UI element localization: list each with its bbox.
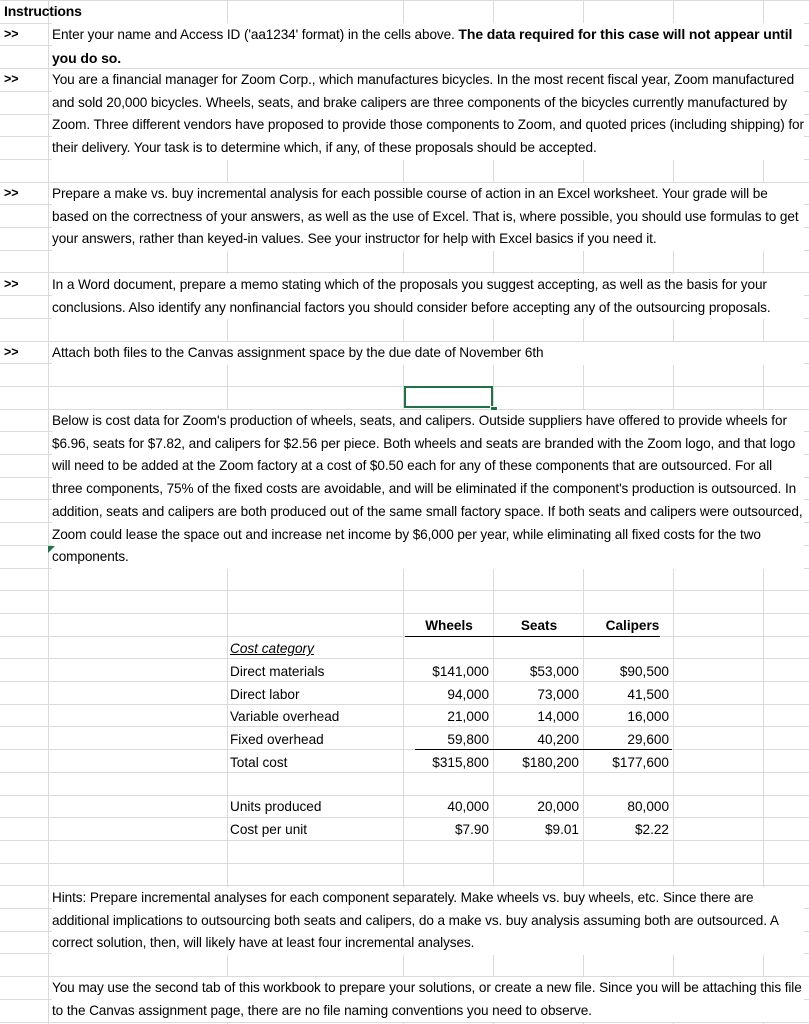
table-cell[interactable]: $315,800 bbox=[432, 754, 489, 770]
table-cell[interactable]: 73,000 bbox=[537, 686, 579, 702]
cell-comment-indicator bbox=[48, 546, 55, 553]
bullet-marker: >> bbox=[4, 345, 19, 359]
col-header-seats[interactable]: Seats bbox=[520, 618, 558, 633]
units-calipers[interactable]: 80,000 bbox=[627, 799, 669, 814]
bullet-text-1[interactable] bbox=[52, 23, 804, 68]
units-seats[interactable]: 20,000 bbox=[537, 799, 579, 814]
table-cell[interactable]: $180,200 bbox=[522, 754, 579, 770]
bullet-text-4[interactable]: In a Word document, prepare a memo stating which of the proposals you suggest accepting, as well as the basis for your conclusions. Also identify any nonfinancial factors you should consider before accepting any of the outsourcing proposals. bbox=[52, 274, 804, 319]
gridline bbox=[0, 658, 809, 659]
gridline bbox=[0, 0, 809, 1]
cpu-wheels[interactable]: $7.90 bbox=[454, 822, 489, 837]
col-header-calipers[interactable]: Calipers bbox=[605, 618, 660, 633]
table-cell[interactable]: $177,600 bbox=[612, 754, 669, 770]
table-cell[interactable]: $90,500 bbox=[619, 664, 669, 679]
units-wheels[interactable]: 40,000 bbox=[447, 799, 489, 814]
row-label[interactable]: Direct materials bbox=[230, 664, 325, 679]
cost-category-header[interactable]: Cost category bbox=[230, 641, 314, 656]
gridline bbox=[0, 590, 809, 591]
hints-text[interactable]: Hints: Prepare incremental analyses for each component separately. Make wheels vs. buy wheels, etc. Since there are additional implications to outsourcing both seats and calipers, do a make vs. buy analysis assuming both are outsourced. A correct solution, then, will likely have at least four incremental analyses. bbox=[52, 887, 804, 955]
table-cell[interactable]: 16,000 bbox=[627, 709, 669, 725]
total-underline bbox=[415, 749, 672, 750]
cost-intro-text[interactable]: Below is cost data for Zoom's production of wheels, seats, and calipers. Outside suppliers have offered to provide wheels for $6.96, seats for $7.82, and calipers for $2.56 per piece. Both wheels and seats are branded with the Zoom logo, and that logo will need to be added at the Zoom factory at a cost of $0.50 each for any of these components that are outsourced. For all three components, 75% of the fixed costs are avoidable, and will be eliminated if the component's production is outsourced. In addition, seats and calipers are both produced out of the same small factory space. If both seats and calipers were outsourced, Zoom could lease the space out and increase net income by $6,000 per year, while eliminating all fixed costs for the two components. bbox=[52, 410, 804, 569]
bullet-marker: >> bbox=[4, 72, 19, 86]
table-cell[interactable]: 94,000 bbox=[447, 686, 489, 702]
row-label[interactable]: Fixed overhead bbox=[230, 732, 324, 748]
table-cell[interactable]: 29,600 bbox=[627, 732, 669, 748]
gridline bbox=[0, 885, 809, 886]
row-label[interactable]: Total cost bbox=[230, 754, 288, 770]
gridline bbox=[0, 272, 809, 273]
table-cell[interactable]: 21,000 bbox=[447, 709, 489, 725]
selected-cell[interactable] bbox=[404, 386, 493, 408]
header-underline bbox=[405, 636, 660, 637]
col-header-wheels[interactable]: Wheels bbox=[425, 618, 473, 633]
bullet-text-1-bold: The data required for this case will not appear until you do so. bbox=[52, 26, 793, 66]
gridline bbox=[0, 613, 809, 614]
units-label[interactable]: Units produced bbox=[230, 799, 322, 814]
table-cell[interactable]: 40,200 bbox=[537, 732, 579, 748]
bullet-marker: >> bbox=[4, 186, 19, 200]
cpu-calipers[interactable]: $2.22 bbox=[634, 822, 669, 837]
bullet-text-2[interactable]: You are a financial manager for Zoom Corp., which manufactures bicycles. In the most recent fiscal year, Zoom manufactured and sold 20,000 bicycles. Wheels, seats, and brake calipers are three components of the bicycles currently manufactured by Zoom. Three different vendors have proposed to provide those components to Zoom, and quoted prices (including shipping) for their delivery. Your task is to determine which, if any, of these proposals should be accepted. bbox=[52, 69, 804, 160]
bullet-text-5[interactable]: Attach both files to the Canvas assignment space by the due date of November 6th bbox=[52, 342, 804, 365]
cpu-seats[interactable]: $9.01 bbox=[544, 822, 579, 837]
footer-text[interactable]: You may use the second tab of this workbook to prepare your solutions, or create a new file. Since you will be attaching this file to the Canvas assignment page, there are no file naming conventions you need to observe. bbox=[52, 977, 804, 1022]
cpu-label[interactable]: Cost per unit bbox=[230, 822, 308, 837]
table-cell[interactable]: 41,500 bbox=[627, 686, 669, 702]
gridline bbox=[0, 863, 809, 864]
table-cell[interactable]: 14,000 bbox=[537, 709, 579, 725]
row-label[interactable]: Variable overhead bbox=[230, 709, 340, 725]
bullet-text-3[interactable]: Prepare a make vs. buy incremental analysis for each possible course of action in an Excel worksheet. Your grade will be based on the correctness of your answers, as well as the use of Excel. That is, where possible, you should use formulas to get your answers, rather than keyed-in values. See your instructor for help with Excel basics if you need it. bbox=[52, 183, 804, 251]
table-cell[interactable]: $141,000 bbox=[432, 664, 489, 679]
bullet-text-1-plain: Enter your name and Access ID ('aa1234' format) in the cells above. bbox=[52, 27, 459, 42]
gridline bbox=[48, 0, 49, 1024]
bullet-marker: >> bbox=[4, 277, 19, 291]
table-cell[interactable]: 59,800 bbox=[447, 732, 489, 748]
table-cell[interactable]: $53,000 bbox=[529, 664, 579, 679]
bullet-marker: >> bbox=[4, 27, 19, 41]
instructions-title: Instructions bbox=[4, 3, 82, 19]
row-label[interactable]: Direct labor bbox=[230, 686, 300, 702]
